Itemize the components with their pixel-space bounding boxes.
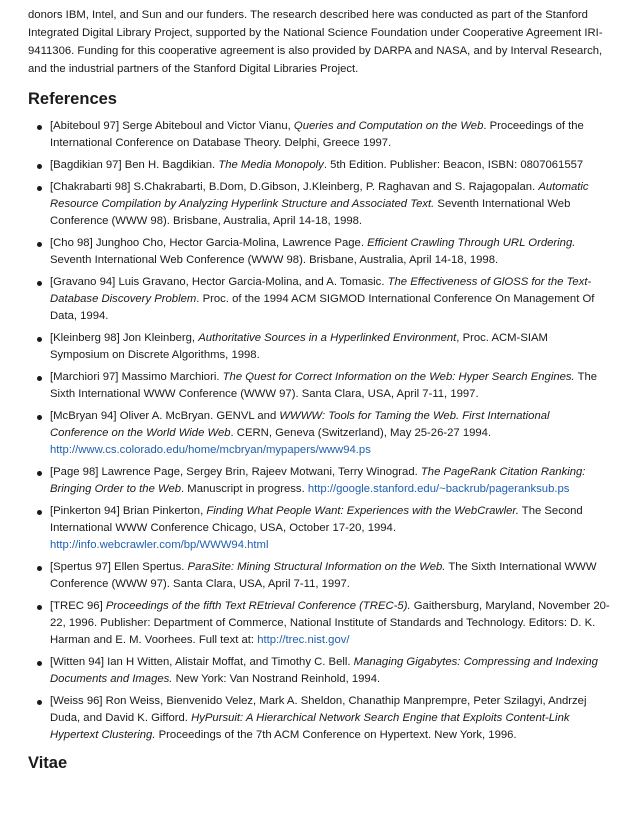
references-list bbox=[28, 118, 610, 744]
reference-item: [TREC 96] Proceedings of the fifth Text REtrieval Conference (TREC-5). Gaithersburg, Maryland, November 20-22, 1996. Publisher: Department of Commerce, National Institute of Standards and Technology. Editors: D. K. Harman and E. M. Voorhees. Full text at: http://trec.nist.gov/ bbox=[50, 598, 610, 649]
reference-title: Finding What People Want: Experiences with the WebCrawler. bbox=[206, 505, 519, 517]
reference-item: [Page 98] Lawrence Page, Sergey Brin, Rajeev Motwani, Terry Winograd. The PageRank Citation Ranking: Bringing Order to the Web. Manuscript in progress. http://google.stanford.edu/~backrub/pageranksub.ps bbox=[50, 464, 610, 498]
reference-item: [Bagdikian 97] Ben H. Bagdikian. The Media Monopoly. 5th Edition. Publisher: Beacon, ISBN: 0807061557 bbox=[50, 157, 610, 174]
reference-title: WWWW: Tools for Taming the Web. First International Conference on the World Wide Web bbox=[50, 410, 550, 439]
reference-title: The Quest for Correct Information on the Web: Hyper Search Engines. bbox=[222, 371, 575, 383]
reference-title: Managing Gigabytes: Compressing and Indexing Documents and Images. bbox=[50, 656, 598, 685]
reference-title: Authoritative Sources in a Hyperlinked Environment bbox=[198, 332, 457, 344]
reference-item: [Chakrabarti 98] S.Chakrabarti, B.Dom, D.Gibson, J.Kleinberg, P. Raghavan and S. Rajagopalan. Automatic Resource Compilation by Analyzing Hyperlink Structure and Associated Text. Seventh International Web Conference (WWW 98). Brisbane, Australia, April 14-18, 1998. bbox=[50, 179, 610, 230]
reference-title: Queries and Computation on the Web bbox=[293, 120, 484, 132]
reference-title: The PageRank Citation Ranking: Bringing Order to the Web bbox=[50, 466, 586, 495]
reference-item: [Gravano 94] Luis Gravano, Hector Garcia-Molina, and A. Tomasic. The Effectiveness of GlOSS for the Text-Database Discovery Problem. Proc. of the 1994 ACM SIGMOD International Conference On Management Of Data, 1994. bbox=[50, 274, 610, 325]
reference-link[interactable]: http://www.cs.colorado.edu/home/mcbryan/mypapers/www94.ps bbox=[50, 444, 371, 456]
acknowledgements-paragraph: donors IBM, Intel, and Sun and our funders. The research described here was conducted as part of the Stanford Integrated Digital Library Project, supported by the National Science Foundation under Cooperative Agreement IRI-9411306. Funding for this cooperative agreement is also provided by DARPA and NASA, and by Interval Research, and the industrial partners of the Stanford Digital Libraries Project. bbox=[28, 9, 603, 75]
reference-item: [Kleinberg 98] Jon Kleinberg, Authoritative Sources in a Hyperlinked Environment, Proc. ACM-SIAM Symposium on Discrete Algorithms, 1998. bbox=[50, 330, 610, 364]
reference-item: [Cho 98] Junghoo Cho, Hector Garcia-Molina, Lawrence Page. Efficient Crawling Through URL Ordering. Seventh International Web Conference (WWW 98). Brisbane, Australia, April 14-18, 1998. bbox=[50, 235, 610, 269]
reference-link[interactable]: http://google.stanford.edu/~backrub/pageranksub.ps bbox=[307, 483, 570, 495]
reference-link[interactable]: http://trec.nist.gov/ bbox=[257, 634, 350, 646]
reference-item: [Pinkerton 94] Brian Pinkerton, Finding What People Want: Experiences with the WebCrawler. The Second International WWW Conference Chicago, USA, October 17-20, 1994. http://info.webcrawler.com/bp/WWW94.html bbox=[50, 503, 610, 554]
reference-title: HyPursuit: A Hierarchical Network Search Engine that Exploits Content-Link Hypertext Clustering. bbox=[50, 712, 570, 741]
reference-item: [McBryan 94] Oliver A. McBryan. GENVL and WWWW: Tools for Taming the Web. First International Conference on the World Wide Web. CERN, Geneva (Switzerland), May 25-26-27 1994. http://www.cs.colorado.edu/home/mcbryan/mypapers/www94.ps bbox=[50, 408, 610, 459]
reference-title: The Media Monopoly bbox=[218, 159, 324, 171]
reference-title: Proceedings of the fifth Text REtrieval Conference (TREC-5). bbox=[105, 600, 411, 612]
reference-item: [Spertus 97] Ellen Spertus. ParaSite: Mining Structural Information on the Web. The Sixth International WWW Conference (WWW 97). Santa Clara, USA, April 7-11, 1997. bbox=[50, 559, 610, 593]
vitae-heading: Vitae bbox=[28, 754, 68, 772]
reference-title: The Effectiveness of GlOSS for the Text-Database Discovery Problem bbox=[50, 276, 592, 305]
reference-title: ParaSite: Mining Structural Information on the Web. bbox=[187, 561, 446, 573]
reference-item: [Marchiori 97] Massimo Marchiori. The Quest for Correct Information on the Web: Hyper Search Engines. The Sixth International WWW Conference (WWW 97). Santa Clara, USA, April 7-11, 1997. bbox=[50, 369, 610, 403]
references-heading: References bbox=[28, 90, 117, 108]
reference-item: [Witten 94] Ian H Witten, Alistair Moffat, and Timothy C. Bell. Managing Gigabytes: Compressing and Indexing Documents and Images. New York: Van Nostrand Reinhold, 1994. bbox=[50, 654, 610, 688]
reference-link[interactable]: http://info.webcrawler.com/bp/WWW94.html bbox=[50, 539, 269, 551]
reference-title: Efficient Crawling Through URL Ordering. bbox=[367, 237, 576, 249]
reference-item: [Weiss 96] Ron Weiss, Bienvenido Velez, Mark A. Sheldon, Chanathip Manprempre, Peter Szilagyi, Andrzej Duda, and David K. Gifford. HyPursuit: A Hierarchical Network Search Engine that Exploits Content-Link Hypertext Clustering. Proceedings of the 7th ACM Conference on Hypertext. New York, 1996. bbox=[50, 693, 610, 744]
reference-item: [Abiteboul 97] Serge Abiteboul and Victor Vianu, Queries and Computation on the Web. Proceedings of the International Conference on Database Theory. Delphi, Greece 1997. bbox=[50, 118, 610, 152]
reference-title: Automatic Resource Compilation by Analyzing Hyperlink Structure and Associated Text. bbox=[50, 181, 589, 210]
